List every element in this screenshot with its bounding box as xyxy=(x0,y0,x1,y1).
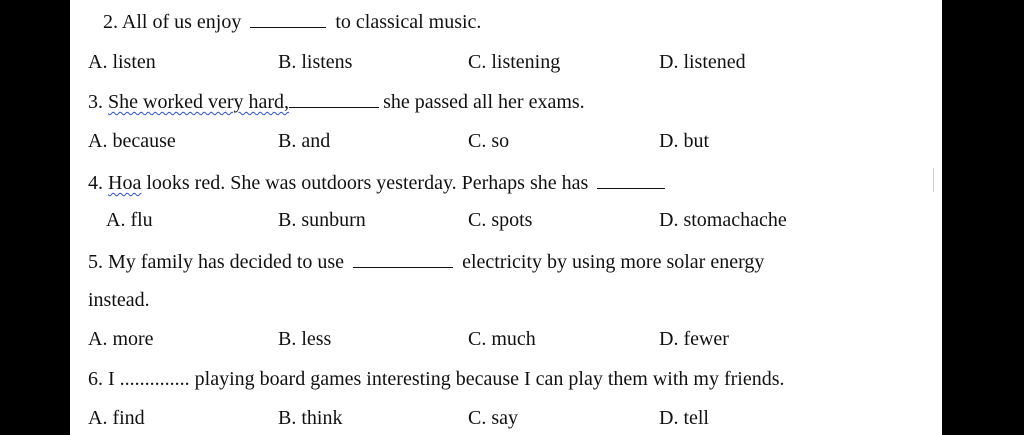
option-c[interactable]: C. listening xyxy=(468,51,561,73)
option-b[interactable]: B. less xyxy=(278,328,332,350)
stem-text-before: She worked very hard, xyxy=(108,91,290,113)
question-5-stem-continued: instead. xyxy=(88,289,150,311)
option-d[interactable]: D. fewer xyxy=(659,328,729,350)
option-c[interactable]: C. much xyxy=(468,328,536,350)
option-d[interactable]: D. listened xyxy=(659,51,746,73)
option-b[interactable]: B. think xyxy=(278,407,343,429)
option-a[interactable]: A. flu xyxy=(106,209,153,231)
question-number: 3. xyxy=(88,91,103,113)
question-4-stem xyxy=(88,170,669,195)
option-a[interactable]: A. find xyxy=(88,407,145,429)
question-5-stem xyxy=(88,249,764,274)
option-d[interactable]: D. but xyxy=(659,130,709,152)
option-d[interactable]: D. tell xyxy=(659,407,709,429)
stem-text-after: playing board games interesting because I can play them with my friends. xyxy=(194,368,785,390)
option-b[interactable]: B. and xyxy=(278,130,331,152)
stem-text-before: All of us enjoy xyxy=(121,11,242,33)
option-b[interactable]: B. listens xyxy=(278,51,353,73)
option-b[interactable]: B. sunburn xyxy=(278,209,366,231)
stem-text-after: to classical music. xyxy=(335,11,482,33)
person-name: Hoa xyxy=(108,172,142,194)
worksheet-page xyxy=(70,0,942,435)
question-number: 2. xyxy=(103,11,118,33)
question-6-stem xyxy=(88,367,785,391)
option-c[interactable]: C. so xyxy=(468,130,510,152)
question-number: 6. xyxy=(88,368,103,390)
option-a[interactable]: A. more xyxy=(88,328,154,350)
answer-blank[interactable] xyxy=(289,89,379,108)
answer-blank[interactable] xyxy=(250,9,326,28)
question-2-stem xyxy=(103,9,481,34)
question-number: 5. xyxy=(88,251,103,273)
answer-dotted-blank[interactable]: .............. xyxy=(119,368,190,390)
stem-text-before: My family has decided to use xyxy=(108,251,345,273)
question-number: 4. xyxy=(88,172,103,194)
option-d[interactable]: D. stomachache xyxy=(659,209,787,231)
question-3-stem xyxy=(88,89,585,114)
stem-text-before: looks red. She was outdoors yesterday. Perhaps she has xyxy=(146,172,589,194)
option-a[interactable]: A. listen xyxy=(88,51,156,73)
option-a[interactable]: A. because xyxy=(88,130,176,152)
answer-blank[interactable] xyxy=(597,170,665,189)
margin-marker xyxy=(933,168,942,192)
option-c[interactable]: C. say xyxy=(468,407,518,429)
stem-text-before: I xyxy=(108,368,115,390)
stem-text-after: she passed all her exams. xyxy=(383,91,585,113)
answer-blank[interactable] xyxy=(353,249,453,268)
stem-text-after: electricity by using more solar energy xyxy=(462,251,765,273)
option-c[interactable]: C. spots xyxy=(468,209,533,231)
